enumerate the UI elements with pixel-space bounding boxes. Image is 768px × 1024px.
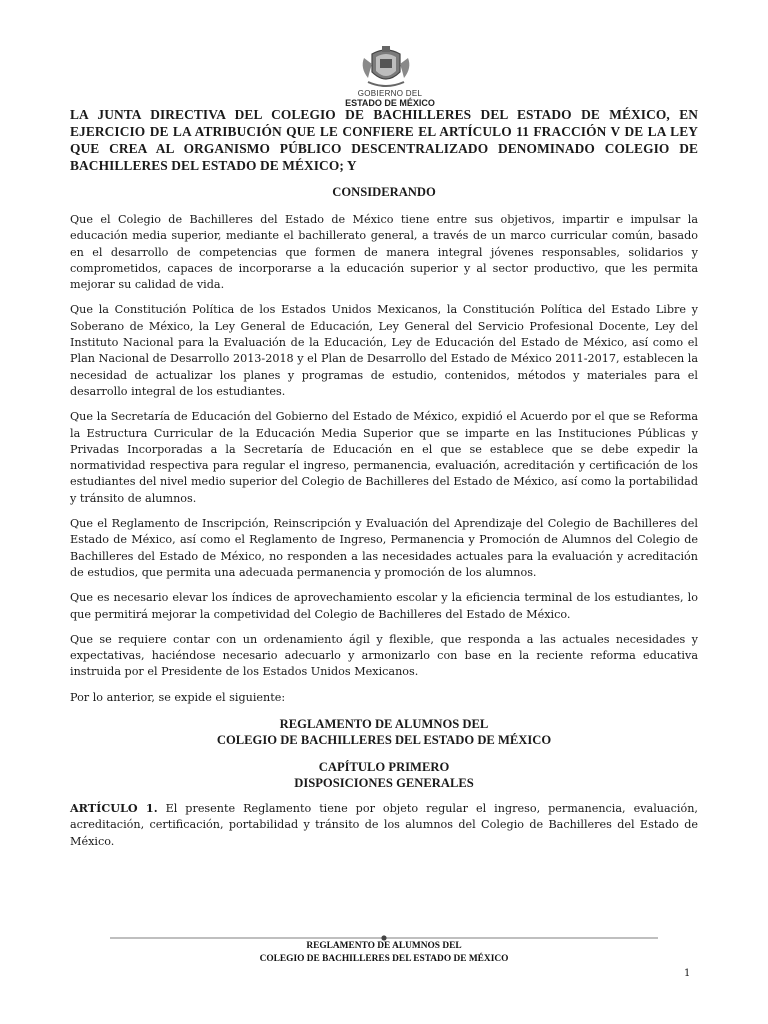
footer-line: COLEGIO DE BACHILLERES DEL ESTADO DE MÉXICO [259,954,509,964]
paragraph: Que el Colegio de Bachilleres del Estado de México tiene entre sus objetivos, impartir e impulsar la educación media superior, mediante el bachillerato general, a través de un marco curricular común, basado en el desarrollo de competencias que formen de manera integral jóvenes responsables, solidarios y comprometidos, capaces de incorporarse a la educación superior y al sector productivo, que les permita mejorar su calidad de vida. [70,213,698,292]
considerando-heading: CONSIDERANDO [332,185,436,199]
article-1 [70,800,698,850]
page-number: 1 [684,968,691,979]
intro-paragraph: LA JUNTA DIRECTIVA DEL COLEGIO DE BACHILLERES DEL ESTADO DE MÉXICO, EN EJERCICIO DE LA ATRIBUCIÓN QUE LE CONFIERE EL ARTÍCULO 11 FRACCIÓN V DE LA LEY QUE CREA AL ORGANISMO PÚBLICO DESCENTRALIZADO DENOMINADO COLEGIO DE BACHILLERES DEL ESTADO DE MÉXICO; Y [70,107,698,173]
article-label: ARTÍCULO 1. [70,801,158,816]
paragraph: Que la Constitución Política de los Estados Unidos Mexicanos, la Constitución Política del Estado Libre y Soberano de México, la Ley General de Educación, Ley General del Servicio Profesional Docente, Ley del Instituto Nacional para la Evaluación de la Educación, Ley de Educación del Estado de México, así como el Plan Nacional de Desarrollo 2013-2018 y el Plan de Desarrollo del Estado de México 2011-2017, establecen la necesidad de actualizar los planes y programas de estudio, contenidos, métodos y materiales para el desarrollo integral de los estudiantes. [70,303,698,398]
footer-title [230,940,538,966]
chapter-title: DISPOSICIONES GENERALES [294,776,474,791]
government-label: GOBIERNO DEL [357,89,423,98]
state-label: ESTADO DE MÉXICO [345,98,435,108]
reglamento-title-line: REGLAMENTO DE ALUMNOS DEL [279,717,489,732]
paragraph: Que es necesario elevar los índices de aprovechamiento escolar y la eficiencia terminal de los estudiantes, lo que permitirá mejorar la competividad del Colegio de Bachilleres del Estado de México. [70,591,698,621]
paragraph: Por lo anterior, se expide el siguiente: [70,690,286,704]
paragraph: Que se requiere contar con un ordenamiento ágil y flexible, que responda a las actuales necesidades y expectativas, haciéndose necesario adecuarlo y armonizarlo con base en la reciente reforma educativa instruida por el Presidente de los Estados Unidos Mexicanos. [70,632,698,679]
chapter-number: CAPÍTULO PRIMERO [318,760,450,775]
footer-line: REGLAMENTO DE ALUMNOS DEL [306,941,462,951]
reglamento-title-line: COLEGIO DE BACHILLERES DEL ESTADO DE MÉXICO [216,733,552,748]
coat-of-arms-icon [358,44,414,90]
document-body [70,106,698,850]
reglamento-title [70,716,698,748]
article-text: El presente Reglamento tiene por objeto regular el ingreso, permanencia, evaluación, acreditación, certificación, portabilidad y tránsito de los alumnos del Colegio de Bachilleres del Estado de México. [70,802,698,848]
paragraph: Que la Secretaría de Educación del Gobierno del Estado de México, expidió el Acuerdo por el que se Reforma la Estructura Curricular de la Educación Media Superior que se imparte en las Instituciones Públicas y Privadas Incorporadas a la Secretaría de Educación en el que se establece que se debe expedir la normatividad respectiva para regular el ingreso, permanencia, evaluación, acreditación y certificación de los estudiantes del nivel medio superior del Colegio de Bachilleres del Estado de México, así como la portabilidad y tránsito de alumnos. [70,410,698,505]
paragraph: Que el Reglamento de Inscripción, Reinscripción y Evaluación del Aprendizaje del Colegio de Bachilleres del Estado de México, así como el Reglamento de Ingreso, Permanencia y Promoción de Alumnos del Colegio de Bachilleres del Estado de México, no responden a las necesidades actuales para la evaluación y acreditación de estudios, que permita una adecuada permanencia y promoción de los alumnos. [70,517,698,579]
chapter-heading [70,759,698,791]
